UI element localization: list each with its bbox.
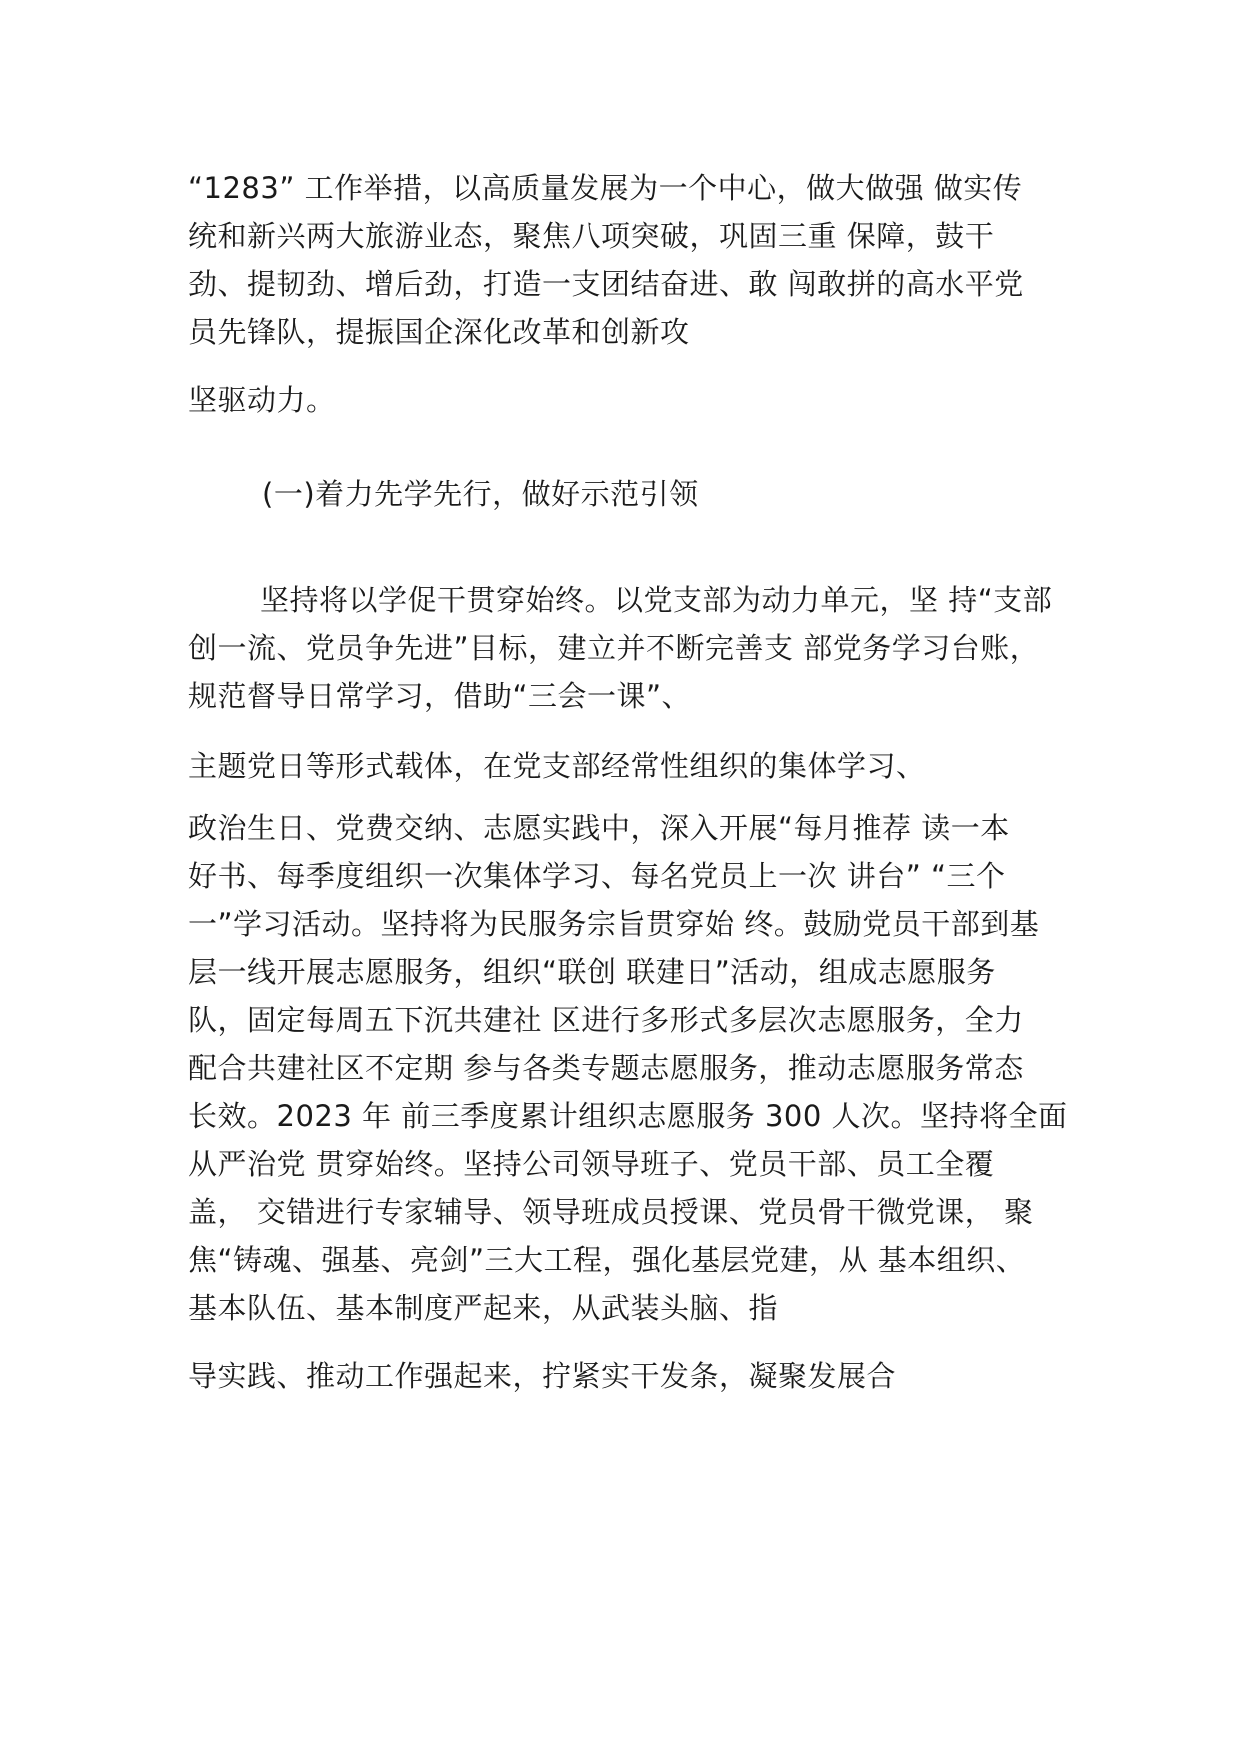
paragraph-1-line-3: 劲、提韧劲、增后劲，打造一支团结奋进、敢 闯敢拼的高水平党: [188, 267, 1024, 301]
paragraph-1-line-1: “1283” 工作举措，以高质量发展为一个中心，做大做强 做实传: [188, 171, 1023, 205]
paragraph-1-line-2: 统和新兴两大旅游业态，聚焦八项突破，巩固三重 保障，鼓干: [188, 219, 995, 253]
paragraph-2-line-8: 层一线开展志愿服务，组织“联创 联建日”活动，组成志愿服务: [188, 955, 996, 989]
paragraph-2-line-15: 基本队伍、基本制度严起来，从武装头脑、指: [188, 1291, 779, 1325]
paragraph-2-line-9: 队，固定每周五下沉共建社 区进行多形式多层次志愿服务，全力: [188, 1003, 1024, 1037]
paragraph-2-line-6: 好书、每季度组织一次集体学习、每名党员上一次 讲台” “三个: [188, 859, 1006, 893]
paragraph-2-line-13: 盖， 交错进行专家辅导、领导班成员授课、党员骨干微党课， 聚: [188, 1195, 1034, 1229]
section-heading: (一)着力先学先行，做好示范引领: [262, 477, 699, 511]
paragraph-2-line-4: 主题党日等形式载体，在党支部经常性组织的集体学习、: [188, 749, 926, 783]
paragraph-2-line-1: 坚持将以学促干贯穿始终。以党支部为动力单元，坚 持“支部: [260, 583, 1053, 617]
paragraph-2-line-16: 导实践、推动工作强起来，拧紧实干发条，凝聚发展合: [188, 1359, 897, 1393]
paragraph-2-line-7: 一”学习活动。坚持将为民服务宗旨贯穿始 终。鼓励党员干部到基: [188, 907, 1040, 941]
paragraph-1-line-4: 员先锋队，提振国企深化改革和创新攻: [188, 315, 690, 349]
paragraph-2-line-3: 规范督导日常学习，借助“三会一课”、: [188, 679, 692, 713]
paragraph-2-line-2: 创一流、党员争先进”目标，建立并不断完善支 部党务学习台账，: [188, 631, 1040, 665]
paragraph-1-line-5: 坚驱动力。: [188, 383, 336, 417]
paragraph-2-line-11: 长效。2023 年 前三季度累计组织志愿服务 300 人次。坚持将全面: [188, 1099, 1068, 1133]
paragraph-2-line-10: 配合共建社区不定期 参与各类专题志愿服务，推动志愿服务常态: [188, 1051, 1024, 1085]
paragraph-2-line-14: 焦“铸魂、强基、亮剑”三大工程，强化基层党建，从 基本组织、: [188, 1243, 1026, 1277]
paragraph-2-line-12: 从严治党 贯穿始终。坚持公司领导班子、党员干部、员工全覆: [188, 1147, 995, 1181]
paragraph-2-line-5: 政治生日、党费交纳、志愿实践中，深入开展“每月推荐 读一本: [188, 811, 1010, 845]
